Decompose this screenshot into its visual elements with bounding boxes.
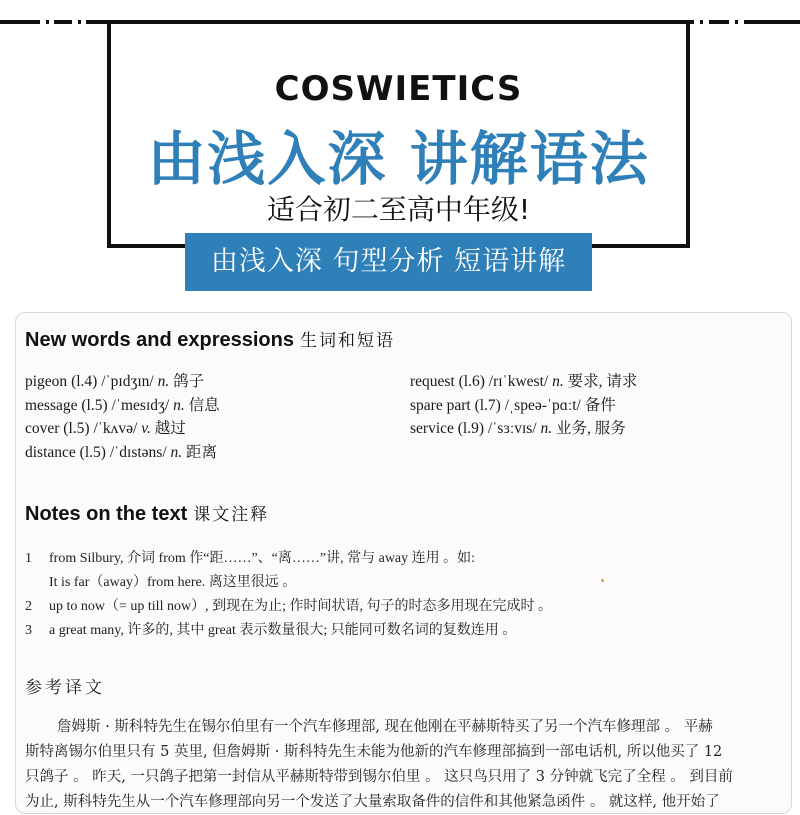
banner-headline: 由浅入深 讲解语法 [147, 125, 650, 193]
translation-line: 只鸽子 。 昨天, 一只鸽子把第一封信从平赫斯特带到锡尔伯里 。 这只鸟只用了 3 分钟就飞完了全程 。 到目前 [25, 769, 733, 785]
translation-heading: 参考译文 [25, 678, 105, 698]
vocab-list-left [25, 370, 220, 464]
note-item-example: It is far（away）from here. 离这里很远 。 [49, 575, 297, 590]
banner-tagline: 适合初二至高中年级! [266, 193, 531, 226]
vocab-entry: pigeon (l.4) /ˈpɪdʒɪn/ n. 鸽子 [25, 373, 205, 390]
brand-name: COSWIETICS [274, 69, 523, 109]
new-words-heading [25, 326, 395, 352]
new-words-title-cn: 生词和短语 [299, 331, 395, 351]
translation-line: 斯特离锡尔伯里只有 5 英里, 但詹姆斯 · 斯科特先生未能为他新的汽车修理部搞到一部电话机, 所以他买了 12 [25, 744, 723, 760]
translation-paragraph [25, 715, 785, 815]
vocab-entry: spare part (l.7) /ˌspeə-ˈpɑːt/ 备件 [410, 396, 616, 414]
vocab-entry: cover (l.5) /ˈkʌvə/ v. 越过 [25, 420, 186, 437]
notes-title: Notes on the text [25, 503, 188, 525]
vocab-entry: service (l.9) /ˈsɜːvɪs/ n. 业务, 服务 [410, 420, 626, 437]
vocab-entry: message (l.5) /ˈmesɪdʒ/ n. 信息 [25, 396, 220, 414]
promo-banner [0, 0, 800, 300]
vocab-entry: distance (l.5) /ˈdɪstəns/ n. 距离 [25, 443, 218, 461]
notes-title-cn: 课文注释 [193, 505, 270, 525]
note-item: 3 a great many, 许多的, 其中 great 表示数量很大; 只能同可数名词的复数连用 。 [25, 623, 517, 638]
paper-speck [601, 579, 604, 582]
note-item: 2 up to now（= up till now）, 到现在为止; 作时间状语, 句子的时态多用现在完成时 。 [25, 599, 552, 614]
notes-heading [25, 500, 269, 526]
new-words-title: New words and expressions [25, 329, 294, 351]
translation-line: 詹姆斯 · 斯科特先生在锡尔伯里有一个汽车修理部, 现在他刚在平赫斯特买了另一个汽车修理部 。 平赫 [57, 719, 713, 735]
feature-ribbon: 由浅入深 句型分析 短语讲解 [185, 233, 592, 291]
vocab-list-right [410, 370, 637, 441]
note-item: 1 from Silbury, 介词 from 作“距……”、“离……”讲, 常与 away 连用 。如: [25, 551, 476, 566]
vocab-entry: request (l.6) /rɪˈkwest/ n. 要求, 请求 [410, 373, 638, 390]
translation-line: 为止, 斯科特先生从一个汽车修理部向另一个发送了大量索取备件的信件和其他紧急函件 。 就这样, 他开始了 [25, 794, 720, 810]
